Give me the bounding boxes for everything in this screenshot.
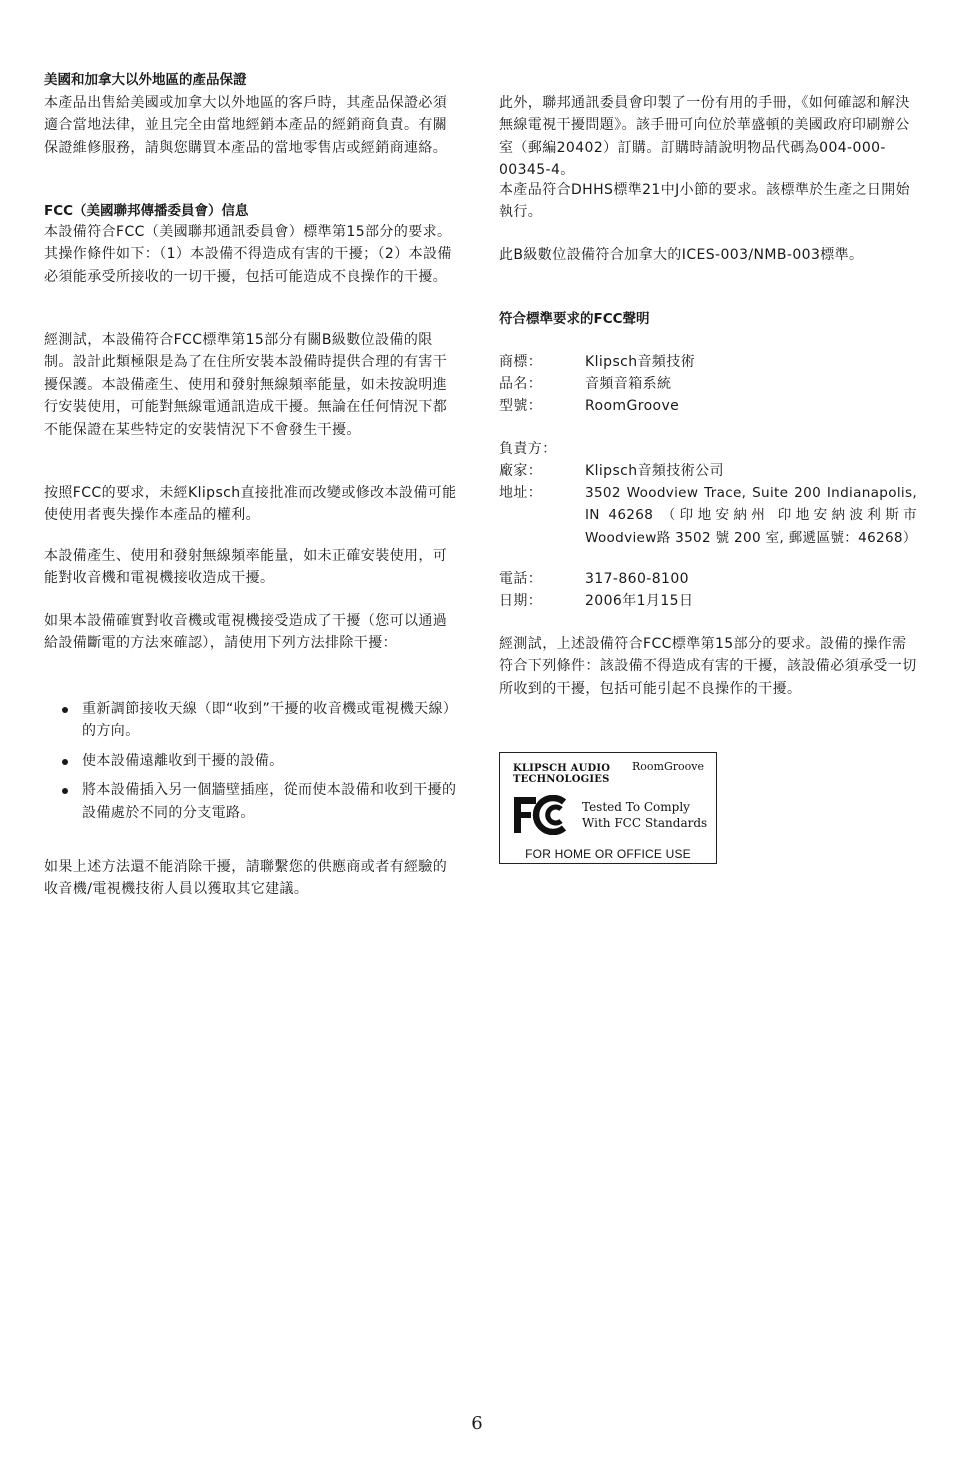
contact-dealer-text: 如果上述方法還不能消除干擾，請聯繫您的供應商或者有經驗的收音機/電視機技術人員以獲取其它建議。 — [44, 859, 448, 898]
fcc-info-text: 本設備符合FCC（美國聯邦通訊委員會）標準第15部分的要求。其操作條件如下：（1）本設備不得造成有害的干擾；（2）本設備必須能承受所接收的一切干擾，包括可能造成不良操作的干擾。 — [44, 224, 452, 285]
list-item: 將本設備插入另一個牆壁插座，從而使本設備和收到干擾的設備處於不同的分支電路。 — [44, 779, 460, 824]
field-label: 商標： — [499, 354, 543, 370]
field-value: Klipsch音頻技術公司 — [585, 463, 724, 479]
bullet-icon — [62, 788, 68, 794]
field-value: Klipsch音頻技術 — [585, 354, 696, 370]
label-model-name: RoomGroove — [632, 760, 704, 773]
warranty-heading: 美國和加拿大以外地區的產品保證 — [44, 72, 247, 88]
field-value: 317-860-8100 — [585, 571, 689, 587]
label-usage-text: FOR HOME OR OFFICE USE — [525, 847, 691, 861]
fcc-class-b-text: 經測試，本設備符合FCC標準第15部分有關B級數位設備的限制。設計此類極限是為了在住所安裝本設備時提供合理的有害干擾保護。本設備產生、使用和發射無線頻率能量，如未按說明進行安裝使用，可能對無線電通訊造成干擾。無論在任何情況下都不能保證在某些特定的安裝情況下不會發生干擾。 — [44, 332, 448, 438]
handbook-text: 此外，聯邦通訊委員會印製了一份有用的手冊，《如何確認和解決無線電視干擾問題》。該手冊可向位於華盛頓的美國政府印刷辦公室（郵編20402）訂購。訂購時請說明物品代碼為004-000-00345-4。 — [499, 95, 910, 179]
bullet-icon — [62, 759, 68, 765]
field-label: 型號： — [499, 398, 543, 414]
modification-warning-text: 按照FCC的要求，未經Klipsch直接批准而改變或修改本設備可能使使用者喪失操作本產品的權利。 — [44, 485, 457, 524]
label-company-name: KLIPSCH AUDIO TECHNOLOGIES — [513, 763, 611, 785]
list-item: 重新調節接收天線（即“收到”干擾的收音機或電視機天線）的方向。 — [44, 698, 460, 743]
list-item: 使本設備遠離收到干擾的設備。 — [44, 750, 460, 772]
fcc-logo-icon — [514, 795, 572, 839]
field-value: RoomGroove — [585, 398, 680, 414]
field-value: 音頻音箱系統 — [585, 376, 672, 392]
responsible-party-label: 負責方： — [499, 441, 557, 457]
interference-fix-list — [44, 698, 460, 831]
fcc-info-heading: FCC（美國聯邦傳播委員會）信息 — [44, 203, 249, 219]
field-label: 電話： — [499, 571, 543, 587]
fcc-compliance-label — [499, 752, 717, 864]
interference-energy-text: 本設備產生、使用和發射無線頻率能量，如未正確安裝使用，可能對收音機和電視機接收造成干擾。 — [44, 548, 448, 587]
interference-fix-intro: 如果本設備確實對收音機或電視機接受造成了干擾（您可以通過給設備斷電的方法來確認），請使用下列方法排除干擾： — [44, 613, 448, 652]
field-value: 2006年1月15日 — [585, 593, 694, 609]
field-label: 地址： — [499, 485, 543, 501]
warranty-text: 本產品出售給美國或加拿大以外地區的客戶時，其產品保證必須適合當地法律，並且完全由當地經銷本產品的經銷商負責。有關保證維修服務，請與您購買本產品的當地零售店或經銷商連絡。 — [44, 95, 448, 156]
declaration-heading: 符合標準要求的FCC聲明 — [499, 311, 650, 327]
dhhs-text: 本產品符合DHHS標準21中J小節的要求。該標準於生產之日開始執行。 — [499, 182, 911, 221]
field-label: 品名： — [499, 376, 543, 392]
bullet-icon — [62, 707, 68, 713]
ices-text: 此B級數位設備符合加拿大的ICES-003/NMB-003標準。 — [499, 247, 864, 263]
label-tested-text: Tested To Comply With FCC Standards — [582, 800, 708, 830]
field-value: 3502 Woodview Trace, Suite 200 Indianapolis, IN 46268 （印地安納州 印地安納波利斯市Woodview路 3502 號 200 室, 郵遞區號：46268） — [585, 485, 917, 546]
page-number: 6 — [471, 1413, 483, 1434]
field-label: 日期： — [499, 593, 543, 609]
conclusion-text: 經測試，上述設備符合FCC標準第15部分的要求。設備的操作需符合下列條件：該設備不得造成有害的干擾，該設備必須承受一切所收到的干擾，包括可能引起不良操作的干擾。 — [499, 636, 917, 697]
field-label: 廠家： — [499, 463, 543, 479]
